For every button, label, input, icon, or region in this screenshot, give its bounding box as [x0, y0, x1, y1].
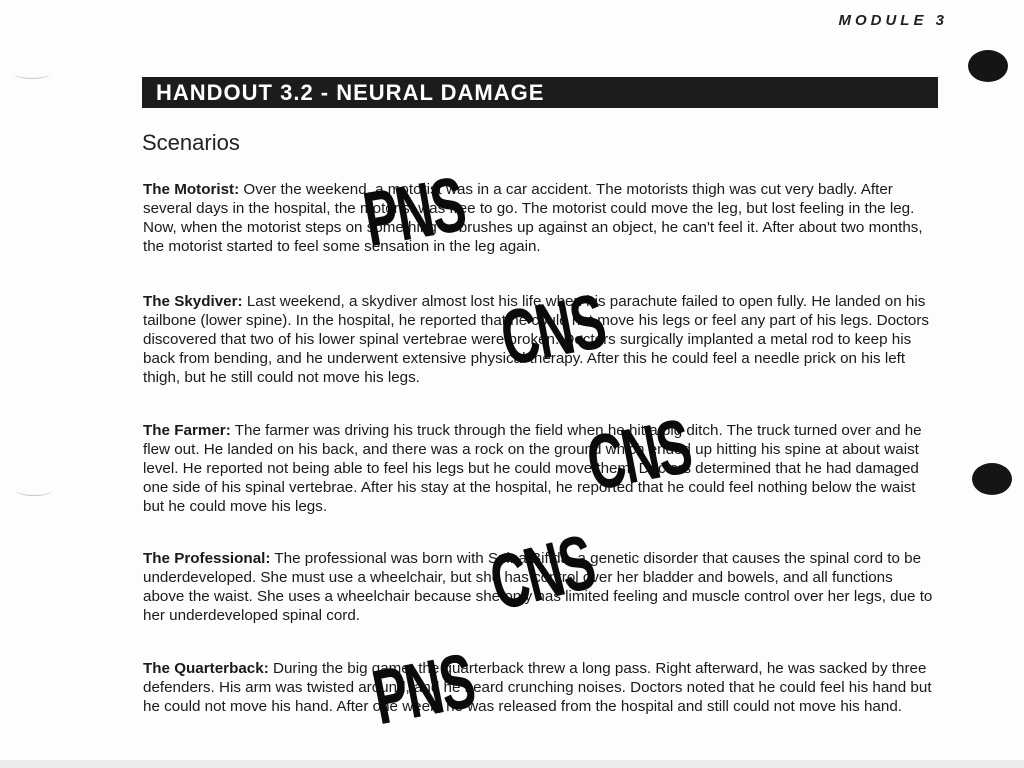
scenario-farmer	[143, 421, 933, 516]
scenario-text: During the big game, the quarterback threw a long pass. Right afterward, he was sacked by three defenders. His arm was twisted around, and he heard crunching noises. Doctors noted that he could feel his hand but he could not move his hand. After one week, he was released from the hospital and still could not move his hand.	[143, 660, 932, 715]
binder-ring-mark	[16, 485, 52, 496]
scenario-text: The farmer was driving his truck through the field when he hit a big ditch. The truck turned over and he flew out. He landed on his back, and there was a rock on the ground which ended up hitting his spine at about waist level. He reported not being able to feel his legs but he could move them. Doctors determined that he had damaged one side of his spinal vertebrae. After his stay at the hospital, he reported that he could feel nothing below the waist but he could move his legs.	[143, 422, 922, 515]
section-heading: Scenarios	[142, 130, 240, 155]
annotation-stamp-cns: CNS	[482, 519, 603, 628]
scan-bottom-edge	[0, 760, 1024, 768]
scenario-name: The Skydiver:	[143, 293, 243, 310]
handout-title: HANDOUT 3.2 - NEURAL DAMAGE	[156, 79, 545, 105]
title-bar	[142, 77, 938, 108]
annotation-stamp-cns: CNS	[494, 278, 612, 383]
annotation-stamp-cns: CNS	[580, 403, 698, 508]
binder-ring-mark	[14, 68, 50, 79]
annotation-stamp-pns: PNS	[366, 638, 481, 742]
scenario-text: Last weekend, a skydiver almost lost his life when his parachute failed to open fully. He landed on his tailbone (lower spine). In the hospital, he reported that he could not move his legs or feel any part of his legs. Doctors discovered that two of his lower spinal vertebrae were broken. Doctors surgically implanted a metal rod to keep his back from bending, and he underwent extensive physical therapy. After this he could feel a needle prick on his left thigh, but he still could not move his legs.	[143, 293, 929, 386]
scenario-name: The Motorist:	[143, 181, 240, 198]
scenario-text: The professional was born with Spina Bifida, a genetic disorder that causes the spinal cord to be underdeveloped. She must use a wheelchair, but she has control over her bladder and bowels, and all functions above the waist. She uses a wheelchair because she only has limited feeling and muscle control over her legs, due to her underdeveloped spinal cord.	[143, 550, 933, 624]
scenario-text: Over the weekend, a motorist was in a car accident. The motorists thigh was cut very badly. After several days in the hospital, the motorist was free to go. The motorist could move the leg, but lost feeling in the leg. Now, when the motorist steps on something or brushes up against an object, he can't feel it. After about two months, the motorist started to feel some sensation in the leg again.	[143, 181, 923, 255]
annotation-stamp-pns: PNS	[357, 161, 471, 264]
scenario-name: The Quarterback:	[143, 660, 269, 677]
punch-hole	[968, 50, 1008, 82]
scenario-name: The Professional:	[143, 550, 271, 567]
module-label: MODULE 3	[838, 12, 948, 29]
punch-hole	[972, 463, 1012, 495]
scenario-name: The Farmer:	[143, 422, 231, 439]
scenario-motorist	[143, 180, 933, 256]
scenario-quarterback	[143, 659, 933, 716]
